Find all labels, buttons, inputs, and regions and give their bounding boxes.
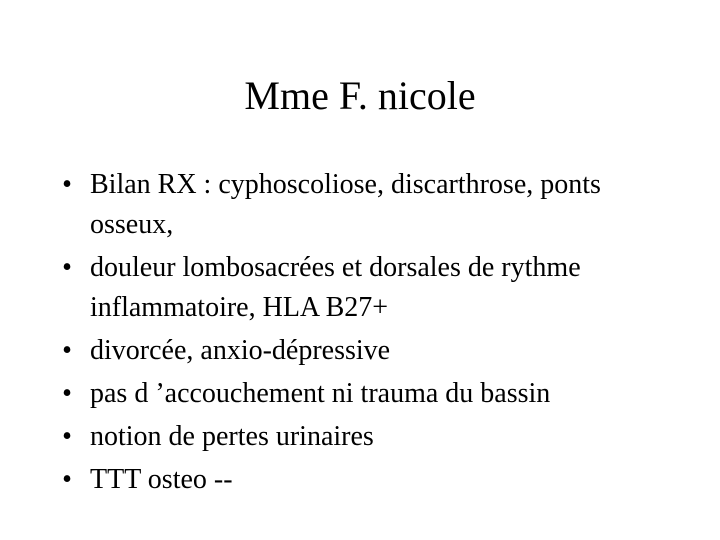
bullet-item <box>56 165 676 245</box>
bullet-text: TTT osteo -- <box>90 464 233 495</box>
bullet-item <box>56 248 676 328</box>
bullet-text: divorcée, anxio-dépressive <box>90 335 391 366</box>
bullet-marker: • <box>62 335 72 366</box>
bullet-text: pas d ’accouchement ni trauma du bassin <box>90 378 551 409</box>
bullet-marker: • <box>62 378 72 409</box>
bullet-item <box>56 331 676 371</box>
bullet-marker: • <box>62 169 72 200</box>
bullet-marker: • <box>62 421 72 452</box>
bullet-text: douleur lombosacrées et dorsales de rythme inflammatoire, HLA B27+ <box>90 252 581 323</box>
bullet-text: Bilan RX : cyphoscoliose, discarthrose, ponts osseux, <box>90 169 601 240</box>
bullet-text: notion de pertes urinaires <box>90 421 374 452</box>
bullet-list <box>56 165 676 503</box>
bullet-marker: • <box>62 252 72 283</box>
slide-title: Mme F. nicole <box>244 73 476 118</box>
bullet-item <box>56 374 676 414</box>
bullet-marker: • <box>62 464 72 495</box>
bullet-item <box>56 417 676 457</box>
bullet-item <box>56 460 676 500</box>
